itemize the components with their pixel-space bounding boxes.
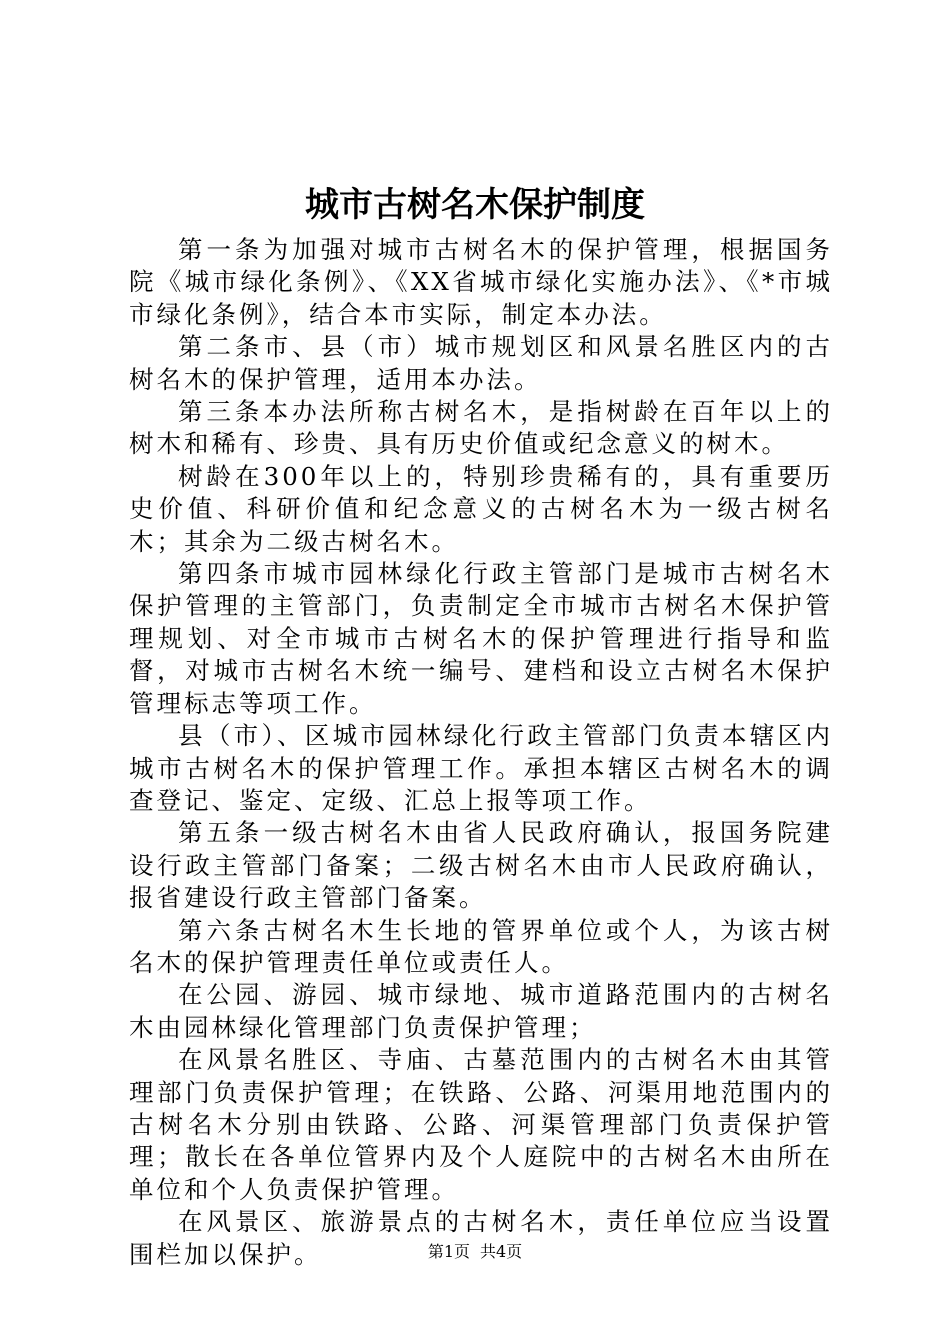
paragraph-tree-age-grading: 树龄在300年以上的，特别珍贵稀有的，具有重要历史价值、科研价值和纪念意义的古树名木为一级古树名木；其余为二级古树名木。 — [129, 461, 833, 556]
paragraph-scenic-management: 在风景名胜区、寺庙、古墓范围内的古树名木由其管理部门负责保护管理；在铁路、公路、河渠用地范围内的古树名木分别由铁路、公路、河渠管理部门负责保护管理；散长在各单位管界内及个人庭院中的古树名木由所在单位和个人负责保护管理。 — [129, 1045, 833, 1204]
paragraph-article-1: 第一条为加强对城市古树名木的保护管理，根据国务院《城市绿化条例》、《XX省城市绿化实施办法》、《*市城市绿化条例》，结合本市实际，制定本办法。 — [129, 235, 833, 329]
paragraph-fence-protection: 在风景区、旅游景点的古树名木，责任单位应当设置围栏加以保护。 — [129, 1207, 833, 1269]
paragraph-article-3: 第三条本办法所称古树名木，是指树龄在百年以上的树木和稀有、珍贵、具有历史价值或纪念意义的树木。 — [129, 397, 833, 459]
page-number: 第1页 — [427, 1242, 470, 1261]
paragraph-county-responsibility: 县（市）、区城市园林绿化行政主管部门负责本辖区内城市古树名木的保护管理工作。承担本辖区古树名木的调查登记、鉴定、定级、汇总上报等项工作。 — [129, 721, 833, 815]
paragraph-article-5: 第五条一级古树名木由省人民政府确认，报国务院建设行政主管部门备案；二级古树名木由市人民政府确认，报省建设行政主管部门备案。 — [129, 818, 833, 913]
page-total: 共4页 — [480, 1242, 523, 1261]
paragraph-article-4: 第四条市城市园林绿化行政主管部门是城市古树名木保护管理的主管部门，负责制定全市城市古树名木保护管理规划、对全市城市古树名木的保护管理进行指导和监督，对城市古树名木统一编号、建档和设立古树名木保护管理标志等项工作。 — [129, 559, 833, 718]
page-footer — [0, 1240, 950, 1264]
document-title: 城市古树名木保护制度 — [305, 185, 645, 225]
paragraph-park-management: 在公园、游园、城市绿地、城市道路范围内的古树名木由园林绿化管理部门负责保护管理； — [129, 980, 833, 1042]
paragraph-article-2: 第二条市、县（市）城市规划区和风景名胜区内的古树名木的保护管理，适用本办法。 — [129, 332, 833, 394]
paragraph-article-6: 第六条古树名木生长地的管界单位或个人，为该古树名木的保护管理责任单位或责任人。 — [129, 915, 833, 977]
document-body — [129, 234, 833, 1271]
